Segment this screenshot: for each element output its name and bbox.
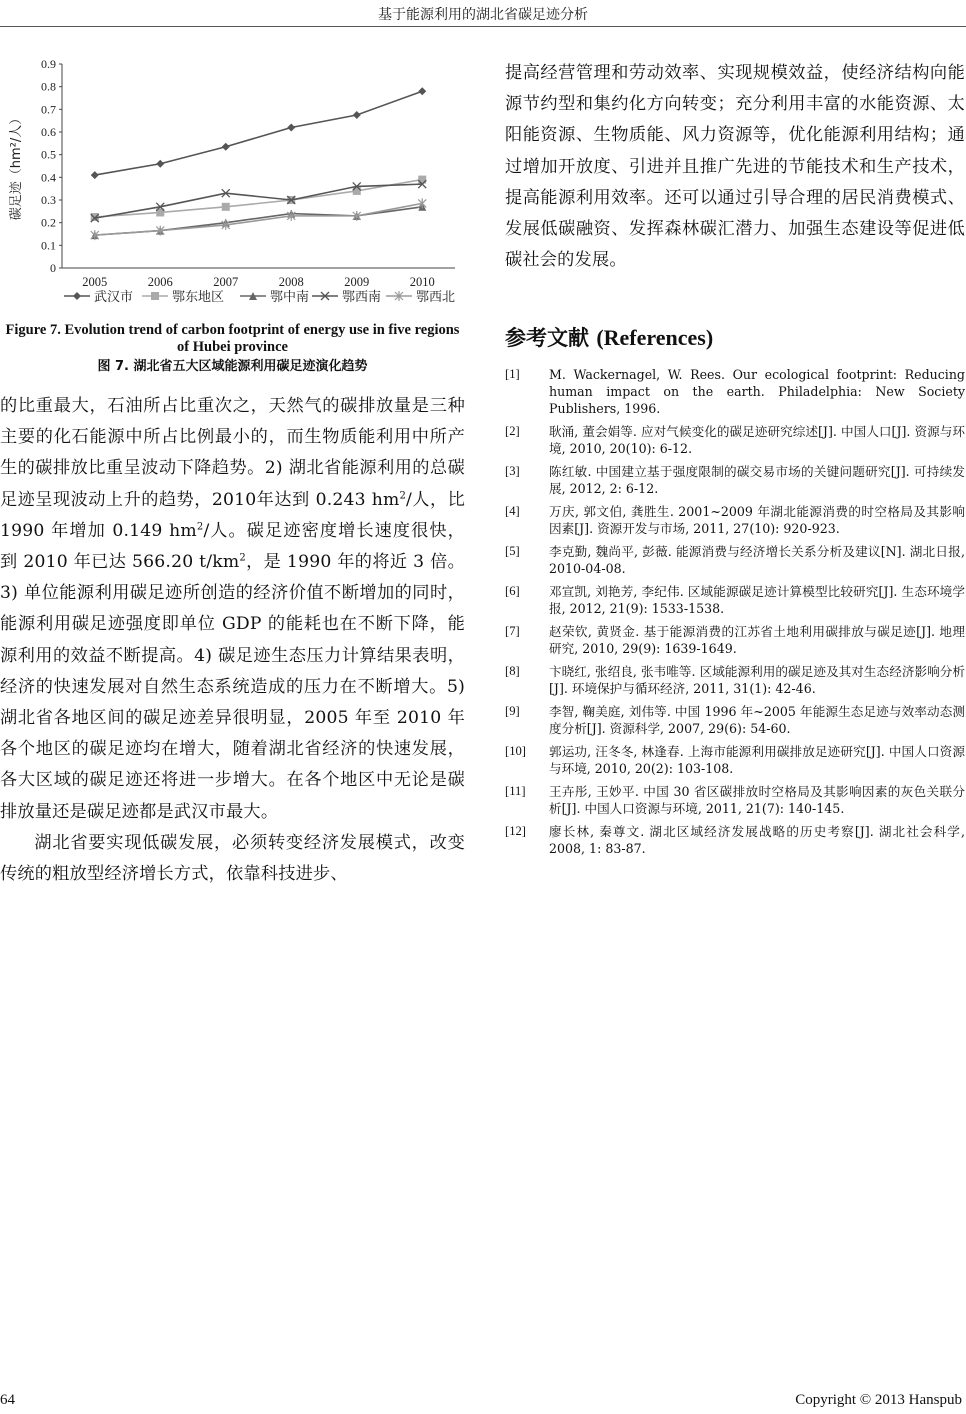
legend-label: 武汉市: [94, 290, 134, 305]
data-point: [418, 87, 426, 95]
y-tick-label: 0.5: [41, 147, 56, 162]
data-point: [151, 292, 159, 300]
left-column: [0, 50, 465, 890]
reference-number: [7]: [505, 624, 520, 639]
y-tick-label: 0.9: [41, 57, 56, 71]
x-tick-label: 2005: [82, 275, 108, 289]
reference-item: [505, 543, 965, 577]
copyright-notice: Copyright © 2013 Hanspub: [795, 1392, 962, 1408]
reference-text: 耿涌, 董会娟等. 应对气候变化的碳足迹研究综述[J]. 中国人口[J]. 资源与环境, 2010, 20(10): 6-12.: [549, 424, 965, 457]
reference-item: [505, 423, 965, 457]
reference-text: 郭运功, 汪冬冬, 林逢春. 上海市能源利用碳排放足迹研究[J]. 中国人口资源与环境, 2010, 20(2): 103-108.: [549, 744, 965, 777]
reference-text: 赵荣钦, 黄贤金. 基于能源消费的江苏省土地利用碳排放与碳足迹[J]. 地理研究, 2010, 29(9): 1639-1649.: [549, 624, 965, 657]
y-tick-label: 0.6: [41, 125, 56, 139]
reference-number: [3]: [505, 464, 520, 479]
running-header: 基于能源利用的湖北省碳足迹分析: [378, 7, 588, 23]
x-tick-label: 2010: [409, 275, 435, 289]
reference-item: [505, 783, 965, 817]
header-rule: [0, 26, 966, 27]
references-heading: [505, 322, 965, 352]
x-tick-label: 2009: [344, 275, 370, 289]
reference-item: [505, 463, 965, 497]
x-tick-label: 2007: [213, 275, 239, 289]
reference-text: 陈红敏. 中国建立基于强度限制的碳交易市场的关键问题研究[J]. 可持续发展, 2012, 2: 6-12.: [549, 464, 965, 497]
body-paragraph: 湖北省要实现低碳发展，必须转变经济发展模式，改变传统的粗放型经济增长方式，依靠科技进步、: [0, 832, 465, 885]
data-point: [91, 171, 99, 179]
reference-list: [505, 366, 965, 857]
reference-item: [505, 503, 965, 537]
reference-number: [11]: [505, 784, 526, 799]
legend-label: 鄂西北: [416, 290, 456, 305]
legend-label: 鄂西南: [342, 290, 382, 305]
figure-7-chart: [0, 50, 465, 312]
series-line: [95, 91, 423, 175]
reference-number: [1]: [505, 367, 520, 382]
y-axis-label: 碳足迹（hm²/人）: [9, 111, 24, 221]
reference-text: 李智, 鞠美庭, 刘伟等. 中国 1996 年~2005 年能源生态足迹与效率动态测度分析[J]. 资源科学, 2007, 29(6): 54-60.: [549, 704, 965, 737]
reference-text: 万庆, 郭文伯, 龚胜生. 2001~2009 年湖北能源消费的时空格局及其影响因素[J]. 资源开发与市场, 2011, 27(10): 920-923.: [549, 504, 965, 537]
x-tick-label: 2006: [147, 275, 173, 289]
reference-text: 廖长林, 秦尊文. 湖北区域经济发展战略的历史考察[J]. 湖北社会科学, 2008, 1: 83-87.: [549, 824, 965, 857]
figure-caption-en: Figure 7. Evolution trend of carbon footprint of energy use in five regions of Hubei province: [5, 322, 460, 355]
reference-item: [505, 623, 965, 657]
reference-number: [4]: [505, 504, 520, 519]
reference-item: [505, 743, 965, 777]
reference-text: 卞晓红, 张绍良, 张韦唯等. 区域能源利用的碳足迹及其对生态经济影响分析[J]. 环境保护与循环经济, 2011, 31(1): 42-46.: [549, 664, 965, 697]
references-heading-en: (References): [596, 325, 714, 351]
left-body-text: [0, 391, 465, 890]
reference-number: [6]: [505, 584, 520, 599]
x-tick-label: 2008: [278, 275, 304, 289]
references-heading-cn: 参考文献: [505, 326, 589, 351]
body-paragraph: 提高经营管理和劳动效率、实现规模效益，使经济结构向能源节约型和集约化方向转变；充分利用丰富的水能资源、太阳能资源、生物质能、风力资源等，优化能源利用结构；通过增加开放度、引进并且推广先进的节能技术和生产技术，提高能源利用效率。还可以通过引导合理的居民消费模式、发展低碳融资、发挥森林碳汇潜力、加强生态建设等促进低碳社会的发展。: [505, 63, 965, 271]
reference-number: [9]: [505, 704, 520, 719]
y-tick-label: 0.2: [41, 215, 56, 230]
reference-text: 邓宣凯, 刘艳芳, 李纪伟. 区域能源碳足迹计算模型比较研究[J]. 生态环境学报, 2012, 21(9): 1533-1538.: [549, 584, 965, 617]
page-number: 64: [0, 1392, 15, 1408]
reference-text: M. Wackernagel, W. Rees. Our ecological footprint: Reducing human impact on the earth. Philadelphia: New Society Publishers, 1996.: [549, 367, 965, 417]
y-tick-label: 0.8: [41, 79, 56, 94]
reference-text: 李克勤, 魏尚平, 彭薇. 能源消费与经济增长关系分析及建议[N]. 湖北日报, 2010-04-08.: [549, 544, 965, 577]
reference-number: [12]: [505, 824, 526, 839]
y-tick-label: 0.7: [41, 102, 56, 117]
figure-caption-cn: 图 7. 湖北省五大区域能源利用碳足迹演化趋势: [97, 359, 368, 374]
data-point: [353, 111, 361, 119]
legend-label: 鄂中南: [270, 290, 310, 305]
data-point: [222, 143, 230, 151]
data-point: [418, 176, 426, 184]
reference-number: [10]: [505, 744, 526, 759]
reference-item: [505, 366, 965, 417]
y-tick-label: 0: [50, 261, 56, 275]
data-point: [156, 160, 164, 168]
reference-number: [5]: [505, 544, 520, 559]
line-chart: [0, 50, 465, 312]
data-point: [353, 187, 361, 195]
series-line: [95, 203, 423, 235]
body-paragraph: 的比重最大，石油所占比重次之，天然气的碳排放量是三种主要的化石能源中所占比例最小的，而生物质能利用中所产生的碳排放比重呈波动下降趋势。2) 湖北省能源利用的总碳足迹呈现波动上升的趋势，2010年达到 0.243 $hm^2/$人，比 1990 年增加 0.149 $hm^2/$人。碳足迹密度增长速度很快，到 2010 年已达 566.20 $t/km^2$，是 1990 年的将近 3 倍。3) 单位能源利用碳足迹所创造的经济价值不断增加的同时，能源利用碳足迹强度即单位 GDP 的能耗也在不断下降，能源利用的效益不断提高。4) 碳足迹生态压力计算结果表明，经济的快速发展对自然生态系统造成的压力在不断增大。5) 湖北省各地区间的碳足迹差异很明显，2005 年至 2010 年各个地区的碳足迹均在增大，随着湖北省经济的快速发展，各大区域的碳足迹还将进一步增大。在各个地区中无论是碳排放量还是碳足迹都是武汉市最大。: [0, 396, 466, 822]
reference-number: [2]: [505, 424, 520, 439]
data-point: [287, 123, 295, 131]
data-point: [222, 203, 230, 211]
reference-item: [505, 823, 965, 857]
right-body-text: [505, 58, 965, 276]
reference-item: [505, 583, 965, 617]
y-tick-label: 0.1: [41, 238, 56, 253]
y-tick-label: 0.4: [41, 170, 56, 185]
reference-text: 王卉彤, 王妙平. 中国 30 省区碳排放时空格局及其影响因素的灰色关联分析[J]. 中国人口资源与环境, 2011, 21(7): 140-145.: [549, 784, 965, 817]
right-column: [505, 58, 965, 863]
legend-label: 鄂东地区: [172, 290, 225, 305]
y-tick-label: 0.3: [41, 193, 56, 207]
reference-item: [505, 663, 965, 697]
data-point: [73, 292, 81, 300]
reference-item: [505, 703, 965, 737]
reference-number: [8]: [505, 664, 520, 679]
